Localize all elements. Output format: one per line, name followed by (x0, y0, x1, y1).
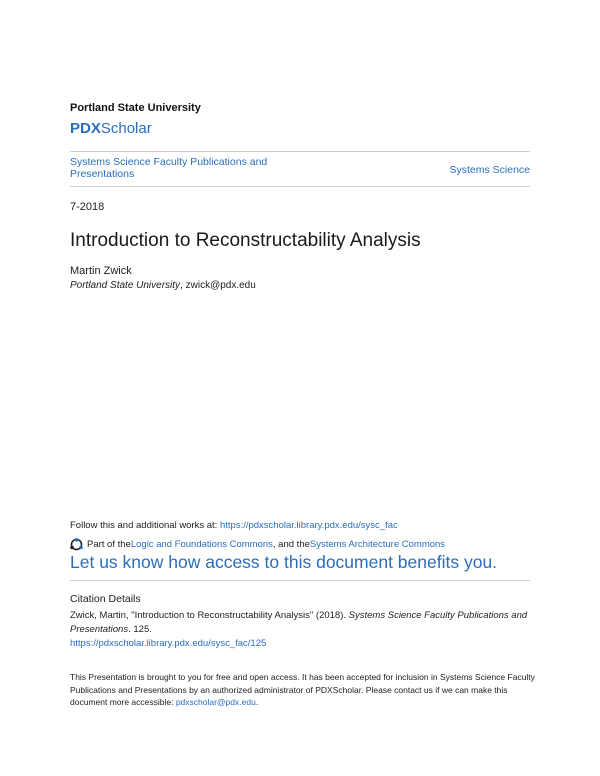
follow-link[interactable]: https://pdxscholar.library.pdx.edu/sysc_fac (219, 520, 398, 531)
brand-logo-link[interactable] (70, 120, 152, 137)
citation-url-link[interactable]: https://pdxscholar.library.pdx.edu/sysc_fac/125 (70, 638, 267, 649)
collection-link[interactable]: Systems Science Faculty Publications and Presentations (70, 156, 268, 180)
divider-series (70, 186, 530, 187)
follow-text: Follow this and additional works at: (70, 520, 220, 531)
citation-end: . 125. (128, 624, 152, 635)
affiliation-email: , zwick@pdx.edu (180, 280, 256, 291)
university-name: Portland State University (70, 102, 201, 114)
systems-architecture-commons-link[interactable]: Systems Architecture Commons (309, 539, 446, 550)
brand-prefix: PDX (70, 120, 101, 137)
part-of-line (70, 538, 445, 551)
department-link[interactable]: Systems Science (449, 164, 530, 176)
divider-top (70, 151, 530, 152)
network-icon (70, 538, 83, 551)
citation-plain: Zwick, Martin, "Introduction to Reconstructability Analysis" (2018). (70, 610, 349, 621)
citation-heading: Citation Details (70, 593, 141, 605)
logic-commons-link[interactable]: Logic and Foundations Commons (130, 539, 273, 550)
publication-date: 7-2018 (70, 201, 105, 213)
affiliation-institution: Portland State University (70, 280, 181, 291)
citation-body (70, 609, 530, 651)
part-of-middle: , and the (272, 539, 310, 550)
brand-suffix: Scholar (100, 120, 152, 137)
access-statement-text: This Presentation is brought to you for free and open access. It has been accepted for inclusion in Systems Science Faculty Publications and Presentations by an authorized administrator of PDXScholar. Please contact us if we can make this document more accessible: (70, 672, 535, 707)
author-name: Martin Zwick (70, 265, 132, 277)
author-affiliation (70, 280, 256, 291)
access-statement (70, 671, 535, 709)
follow-line (70, 520, 398, 531)
part-of-prefix: Part of the (87, 539, 131, 550)
contact-email-link[interactable]: pdxscholar@pdx.edu (175, 697, 256, 707)
divider-citation (70, 580, 530, 581)
access-statement-end: . (255, 697, 259, 707)
document-title: Introduction to Reconstructability Analysis (70, 230, 421, 251)
access-feedback-link[interactable]: Let us know how access to this document benefits you. (70, 552, 498, 572)
citation-series: Systems Science Faculty Publications and Presentations (70, 610, 528, 635)
